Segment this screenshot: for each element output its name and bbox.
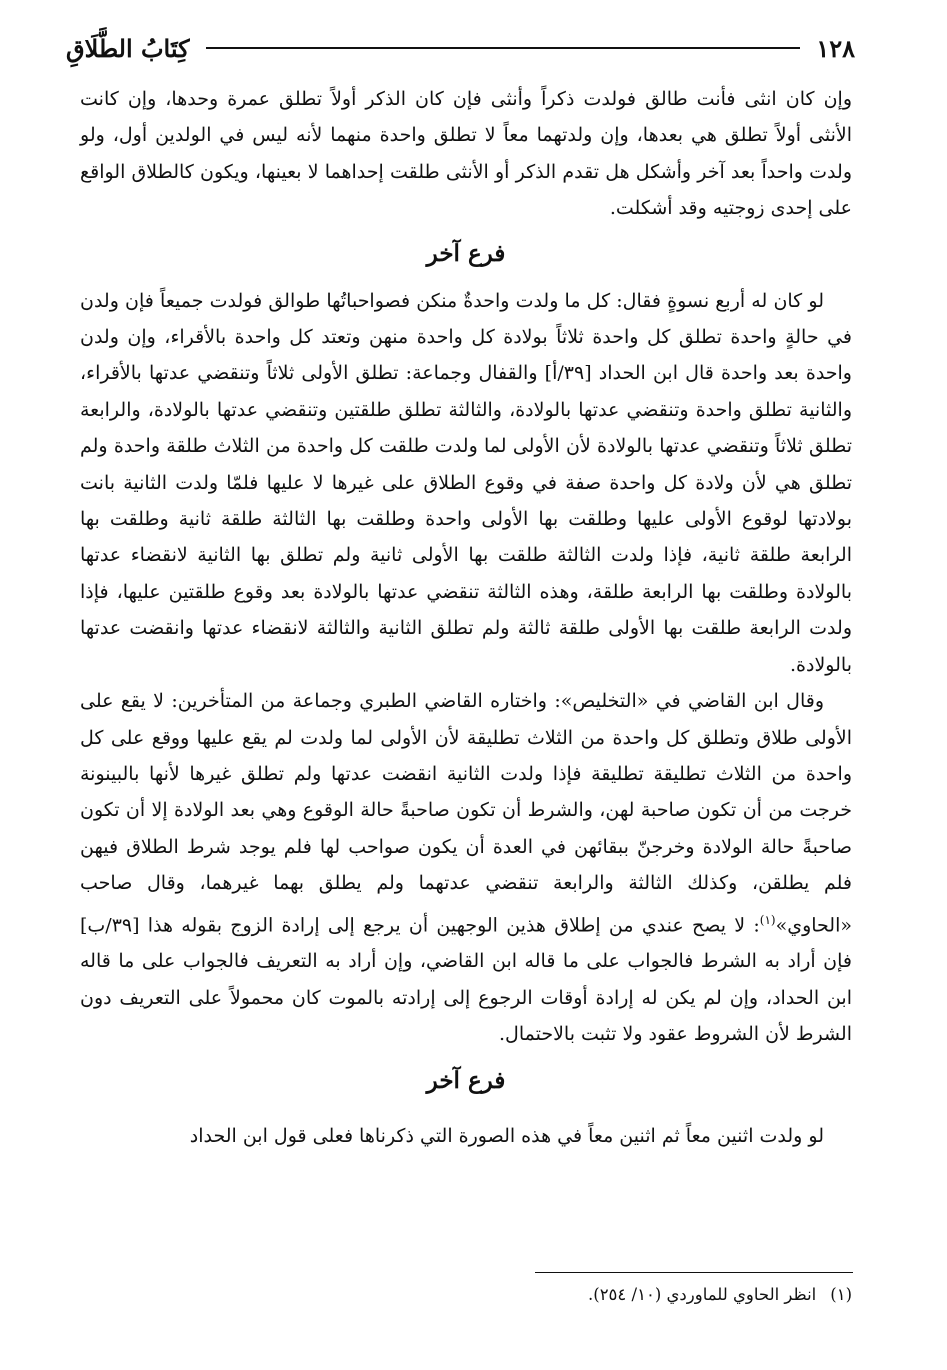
page-body bbox=[80, 81, 852, 1155]
footnote-text: انظر الحاوي للماوردي (١٠/ ٢٥٤). bbox=[588, 1285, 817, 1304]
section-1-paragraph-2 bbox=[80, 683, 852, 1052]
header-rule bbox=[206, 47, 801, 49]
footnote-divider bbox=[535, 1272, 853, 1273]
footnotes bbox=[80, 1281, 852, 1309]
footnote-reference: (١) bbox=[759, 912, 776, 927]
footnote-item bbox=[80, 1281, 852, 1309]
page-number: ١٢٨ bbox=[816, 33, 855, 63]
paragraph-text-after-footnote: : لا يصح عندي من إطلاق هذين الوجهين أن يرجع إلى إرادة الزوج بقوله هذا [٣٩/ب] فإن أراد به الشرط فالجواب على ما قاله ابن القاضي، وإن أراد به التعريف فالجواب على ما قاله ابن الحداد، وإن لم يكن له إرادة أوقات الرجوع إلى إرادته بالموت كان محمولاً على التعريف دون الشرط لأن الشروط عقود ولا تثبت بالاحتمال. bbox=[80, 913, 852, 1046]
page-header bbox=[66, 28, 855, 68]
running-title: كِتَابُ الطَّلَاقِ bbox=[66, 33, 190, 63]
section-1-paragraph-1: لو كان له أربع نسوةٍ فقال: كل ما ولدت واحدةٌ منكن فصواحباتُها طوالق فولدت جميعاً فإن ولدن في حالةٍ واحدة تطلق كل واحدة ثلاثاً بولادة كل واحدة منهن وتعتد كل واحدة بالأقراء، وإن ولدن واحدة بعد واحدة قال ابن الحداد [٣٩/أ] والقفال وجماعة: تطلق الأولى ثلاثاً وتنقضي عدتها بالأقراء، والثانية تطلق واحدة وتنقضي عدتها بالولادة، والثالثة تطلق طلقتين وتنقضي عدتها بالولادة، والرابعة تطلق ثلاثاً وتنقضي عدتها بالولادة لأن الأولى لما ولدت طلقت كل واحدة من الثلاث طلقة واحدة ولم تطلق هي لأن ولادة كل واحدة صفة في وقوع الطلاق على غيرها لا عليها فلمّا ولدت الثانية بانت بولادتها لوقوع الأولى عليها وطلقت بها الأولى واحدة وطلقت بها الثالثة طلقة ثانية وطلقت بها الرابعة طلقة ثانية، فإذا ولدت الثالثة طلقت بها الأولى ثانية ولم تطلق بها الثانية لانقضاء عدتها بالولادة وطلقت بها الرابعة طلقة، وهذه الثالثة تنقضي عدتها بالولادة بعد وقوع طلقتين عليها، فإذا ولدت الرابعة طلقت بها الأولى طلقة ثالثة ولم تطلق الثانية والثالثة لانقضاء عدتها وانقضت عدتها بالولادة. bbox=[80, 289, 852, 676]
section-heading-2: فرع آخر bbox=[426, 1067, 506, 1095]
section-heading: فرع آخر bbox=[426, 239, 506, 267]
intro-paragraph: وإن كان انثى فأنت طالق فولدت ذكراً وأنثى فإن كان الذكر أولاً تطلق عمرة وحدها، وإن كانت الأنثى أولاً تطلق هي بعدها، وإن ولدتهما معاً لا تطلق واحدة منهما لأنه ليس في الولدين أول، ولو ولدت واحداً بعد آخر وأشكل هل تقدم الذكر أو الأنثى طلقت إحداهما لا بعينها، ويكون كالطلاق الواقع على إحدى زوجتيه وقد أشكلت. bbox=[80, 88, 852, 220]
paragraph-text-before-footnote: وقال ابن القاضي في «التخليص»: واختاره القاضي الطبري وجماعة من المتأخرين: لا يقع على الأولى طلاق وتطلق كل واحدة من الثلاث تطليقة لأن الأولى لما ولدت لم يقع عليها ووقع على كل واحدة من الثلاث تطليقة تطليقة فإذا ولدت الثانية انقضت عدتها ولم تطلق غيرها لأنها بالبينونة خرجت من أن تكون صاحبة لهن، والشرط أن تكون صاحبةً حالة الوقوع وهي بعد الولادة إلا أن تكون صاحبةً حالة الولادة وخرجنّ ببقائهن في العدة أن يكون صواحب لها فلم يوجد شرط الطلاق فيهن فلم يطلقن، وكذلك الثالثة والرابعة تنقضي عدتهما ولم يطلق بهما غيرهما، وقال صاحب «الحاوي» bbox=[80, 690, 852, 936]
footnote-marker: (١) bbox=[830, 1285, 852, 1304]
section-2-paragraph-1: لو ولدت اثنين معاً ثم اثنين معاً في هذه الصورة التي ذكرناها فعلى قول ابن الحداد bbox=[189, 1125, 824, 1148]
